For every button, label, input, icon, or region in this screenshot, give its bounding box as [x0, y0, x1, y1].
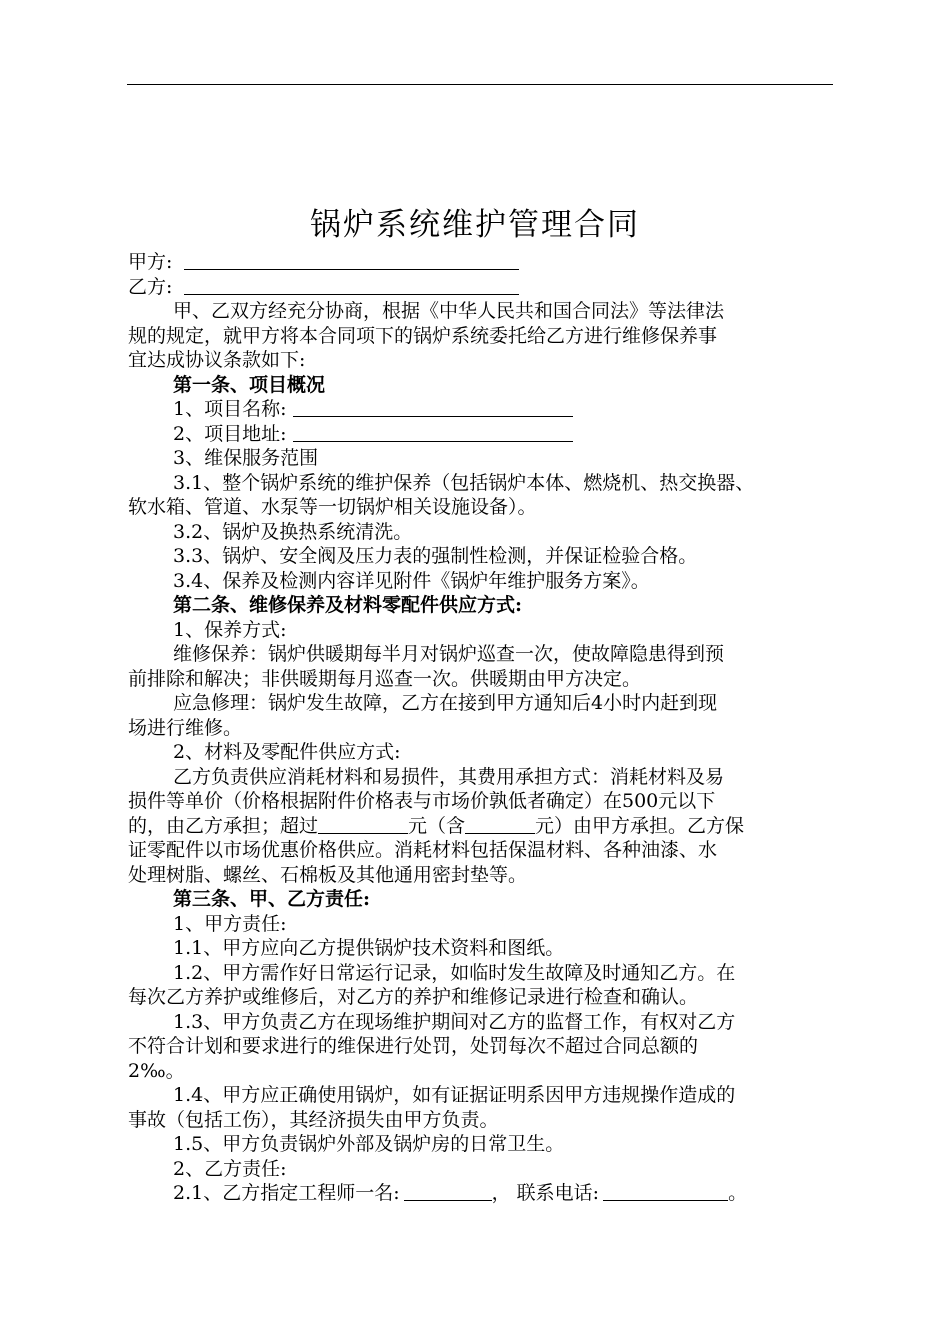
service-scope: 3、维保服务范围	[173, 447, 319, 469]
project-address-blank[interactable]	[293, 423, 573, 442]
clause-3-1-line-2: 软水箱、管道、水泵等一切锅炉相关设施设备）。	[128, 496, 537, 518]
project-name-blank[interactable]	[293, 398, 573, 417]
supply-line-4: 证零配件以市场优惠价格供应。消耗材料包括保温材料、各种油漆、水	[128, 839, 718, 861]
clause-3-2: 3.2、锅炉及换热系统清洗。	[173, 520, 413, 543]
clause-1-3-line-3: 2‰。	[128, 1059, 185, 1082]
threshold-amount-blank[interactable]	[318, 815, 408, 834]
intro-line-3: 宜达成协议条款如下:	[128, 349, 306, 371]
clause-1-5: 1.5、甲方负责锅炉外部及锅炉房的日常卫生。	[173, 1133, 565, 1155]
routine-maintenance-line-2: 前排除和解决；非供暖期每月巡查一次。供暖期由甲方决定。	[128, 667, 642, 690]
article-1-heading: 第一条、项目概况	[173, 373, 326, 396]
maintenance-method: 1、保养方式:	[173, 618, 287, 641]
clause-2-1-end: 。	[728, 1182, 748, 1204]
project-address-line	[128, 422, 834, 447]
phone-blank[interactable]	[603, 1182, 728, 1201]
article-2-heading: 第二条、维修保养及材料零配件供应方式:	[173, 594, 523, 616]
engineer-label: 2.1、乙方指定工程师一名:	[173, 1182, 400, 1204]
supply-method: 2、材料及零配件供应方式:	[173, 741, 401, 763]
clause-1-3-line-2: 不符合计划和要求进行的维保进行处罚，处罚每次不超过合同总额的	[128, 1035, 699, 1057]
supply-line-3	[128, 814, 834, 839]
clause-3-3: 3.3、锅炉、安全阀及压力表的强制性检测，并保证检验合格。	[173, 545, 698, 567]
party-b-line	[128, 275, 834, 300]
project-name-label: 1、项目名称:	[173, 398, 287, 420]
party-a-label: 甲方:	[128, 251, 173, 273]
routine-maintenance-line-1: 维修保养：锅炉供暖期每半月对锅炉巡查一次，使故障隐患得到预	[173, 643, 725, 665]
clause-3-4: 3.4、保养及检测内容详见附件《锅炉年维护服务方案》。	[173, 569, 650, 592]
party-b-duties: 2、乙方责任:	[173, 1157, 287, 1180]
phone-label: ， 联系电话:	[491, 1182, 600, 1204]
project-name-line	[128, 397, 834, 422]
clause-1-2-line-1: 1.2、甲方需作好日常运行记录，如临时发生故障及时通知乙方。在	[173, 961, 736, 984]
supply-line-1: 乙方负责供应消耗材料和易损件，其费用承担方式：消耗材料及易	[173, 765, 725, 788]
party-a-line	[128, 250, 834, 275]
party-a-duties: 1、甲方责任:	[173, 912, 287, 935]
inclusive-amount-blank[interactable]	[465, 815, 535, 834]
clause-2-1	[128, 1181, 834, 1206]
supply-line-3-a: 的，由乙方承担；超过	[128, 814, 319, 837]
clause-1-2-line-2: 每次乙方养护或维修后，对乙方的养护和维修记录进行检查和确认。	[128, 986, 699, 1008]
supply-line-3-c: 元）由甲方承担。乙方保	[535, 814, 745, 837]
header-rule	[127, 84, 833, 85]
article-3-heading: 第三条、甲、乙方责任:	[173, 888, 371, 910]
clause-1-4-line-1: 1.4、甲方应正确使用锅炉，如有证据证明系因甲方违规操作造成的	[173, 1084, 736, 1106]
party-a-blank[interactable]	[184, 251, 519, 270]
supply-line-5: 处理树脂、螺丝、石棉板及其他通用密封垫等。	[128, 863, 528, 886]
project-address-label: 2、项目地址:	[173, 422, 287, 445]
supply-line-2: 损件等单价（价格根据附件价格表与市场价孰低者确定）在500元以下	[128, 790, 716, 812]
intro-line-2: 规的规定，就甲方将本合同项下的锅炉系统委托给乙方进行维修保养事	[128, 324, 718, 347]
clause-1-4-line-2: 事故（包括工伤），其经济损失由甲方负责。	[128, 1108, 499, 1131]
emergency-repair-line-2: 场进行维修。	[128, 716, 243, 739]
party-b-blank[interactable]	[184, 276, 519, 295]
clause-3-1-line-1: 3.1、整个锅炉系统的维护保养（包括锅炉本体、燃烧机、热交换器、	[173, 471, 755, 494]
clause-1-1: 1.1、甲方应向乙方提供锅炉技术资料和图纸。	[173, 937, 565, 959]
clause-1-3-line-1: 1.3、甲方负责乙方在现场维护期间对乙方的监督工作，有权对乙方	[173, 1010, 736, 1033]
party-b-label: 乙方:	[128, 275, 173, 298]
engineer-name-blank[interactable]	[404, 1182, 492, 1201]
contract-title: 锅炉系统维护管理合同	[310, 207, 640, 243]
intro-line-1: 甲、乙双方经充分协商，根据《中华人民共和国合同法》等法律法	[173, 300, 725, 322]
supply-line-3-b: 元（含	[408, 814, 466, 837]
emergency-repair-line-1: 应急修理：锅炉发生故障，乙方在接到甲方通知后4小时内赶到现	[173, 692, 718, 714]
contract-body	[128, 250, 834, 1206]
